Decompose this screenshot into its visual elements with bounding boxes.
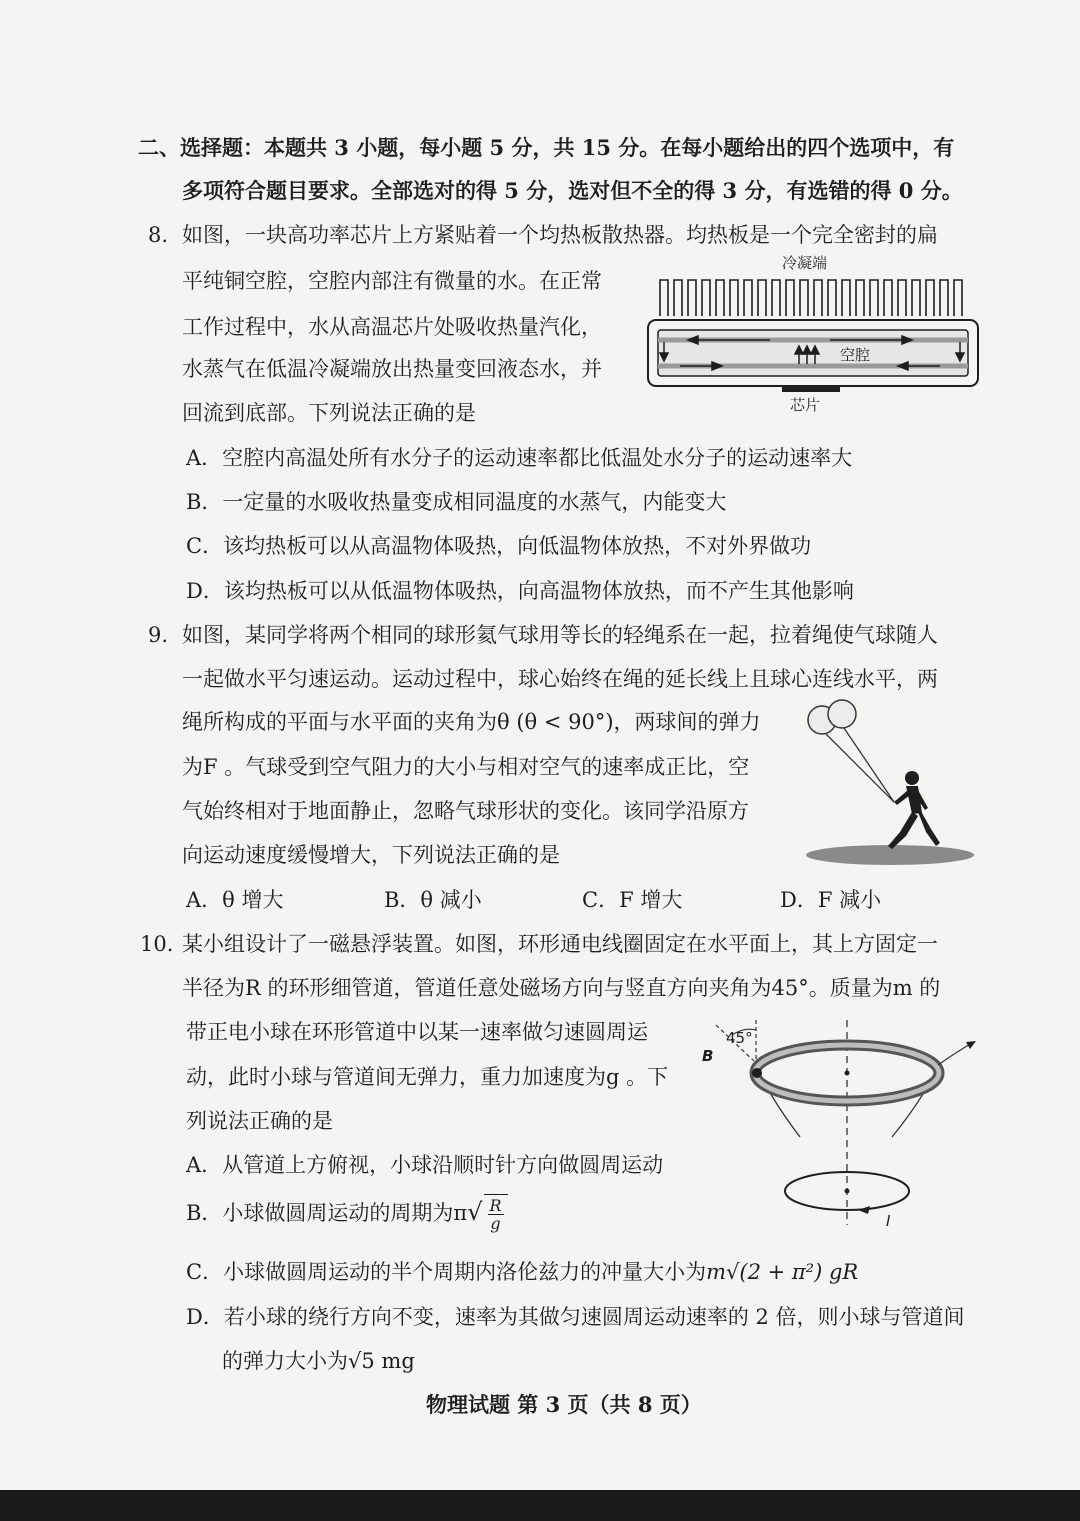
q10-text-line5: 列说法正确的是 <box>186 1109 333 1133</box>
fraction-numerator: R <box>489 1196 502 1215</box>
ground-shadow <box>806 845 974 865</box>
q10-option-a: A．从管道上方俯视，小球沿顺时针方向做圆周运动 <box>186 1153 664 1177</box>
sqrt-sign: √ <box>467 1198 483 1226</box>
ball <box>752 1068 762 1078</box>
q10-text-line2: 半径为R 的环形细管道，管道任意处磁场方向与竖直方向夹角为45°。质量为m 的 <box>182 976 941 1000</box>
runner-silhouette <box>888 771 940 849</box>
q10-text-line3: 带正电小球在环形管道中以某一速率做匀速圆周运 <box>186 1020 648 1044</box>
field-arrow <box>938 1043 972 1065</box>
bottom-bar <box>0 1490 1080 1521</box>
section-header-line1: 二、选择题：本题共 3 小题，每小题 5 分，共 15 分。在每小题给出的四个选项中，有 <box>138 135 955 160</box>
q10-text-line4: 动，此时小球与管道间无弹力，重力加速度为g 。下 <box>186 1065 669 1089</box>
balloon-runner-figure <box>800 698 980 868</box>
q10-option-d-line2: 的弹力大小为√5 mg <box>222 1349 415 1373</box>
q8-text-line3: 工作过程中，水从高温芯片处吸收热量汽化， <box>182 315 602 339</box>
q9-option-b: B．θ 减小 <box>384 888 482 912</box>
q10-text-line1: 某小组设计了一磁悬浮装置。如图，环形通电线圈固定在水平面上，其上方固定一 <box>182 932 938 956</box>
heat-sink-fins <box>660 280 962 316</box>
rope-1 <box>826 734 894 802</box>
section-header-line2: 多项符合题目要求。全部选对的得 5 分，选对但不全的得 3 分，有选错的得 0 分。 <box>182 178 963 203</box>
q8-number: 8. <box>148 223 169 247</box>
condenser-label: 冷凝端 <box>782 254 828 272</box>
q10-number: 10. <box>140 932 174 956</box>
fraction-denominator: g <box>490 1214 501 1233</box>
q8-option-a: A．空腔内高温处所有水分子的运动速率都比低温处水分子的运动速率大 <box>186 446 853 470</box>
chip-label: 芯片 <box>790 396 821 414</box>
balloon-2 <box>828 700 856 728</box>
q10-option-b <box>186 1194 508 1232</box>
cavity-label: 空腔 <box>840 346 871 364</box>
q8-option-d: D．该均热板可以从低温物体吸热，向高温物体放热，而不产生其他影响 <box>186 579 854 603</box>
q9-text-line2: 一起做水平匀速运动。运动过程中，球心始终在绳的延长线上且球心连线水平，两 <box>182 667 938 691</box>
q9-text-line6: 向运动速度缓慢增大，下列说法正确的是 <box>182 843 560 867</box>
coil-center <box>845 1189 850 1194</box>
q9-text-line3: 绳所构成的平面与水平面的夹角为θ (θ < 90°)，两球间的弹力 <box>182 710 761 734</box>
q8-option-c: C．该均热板可以从高温物体吸热，向低温物体放热，不对外界做功 <box>186 534 812 558</box>
field-b-label: B <box>702 1047 714 1065</box>
chip <box>782 386 840 392</box>
angle-label: 45° <box>726 1029 753 1047</box>
q8-text-line4: 水蒸气在低温冷凝端放出热量变回液态水，并 <box>182 357 602 381</box>
q9-number: 9. <box>148 623 169 647</box>
rope-2 <box>844 728 894 802</box>
current-label: I <box>886 1212 891 1230</box>
q9-option-d: D．F 减小 <box>780 888 882 912</box>
period-fraction <box>488 1197 504 1232</box>
q10-option-b-text: B．小球做圆周运动的周期为π <box>186 1201 468 1225</box>
q9-text-line4: 为F 。气球受到空气阻力的大小与相对空气的速率成正比，空 <box>182 755 750 779</box>
q10-option-d-line1: D．若小球的绕行方向不变，速率为其做匀速圆周运动速率的 2 倍，则小球与管道间 <box>186 1305 965 1329</box>
q8-text-line5: 回流到底部。下列说法正确的是 <box>182 401 476 425</box>
page-footer: 物理试题 第 3 页（共 8 页） <box>426 1392 702 1417</box>
q10-option-c-expression: m√(2 + π²) gR <box>706 1260 859 1284</box>
q10-option-c <box>186 1257 858 1287</box>
q8-option-b: B．一定量的水吸收热量变成相同温度的水蒸气，内能变大 <box>186 490 727 514</box>
q10-option-c-text: C．小球做圆周运动的半个周期内洛伦兹力的冲量大小为 <box>186 1260 707 1284</box>
maglev-ring-figure <box>700 1015 980 1230</box>
ring-center <box>845 1071 850 1076</box>
q8-text-line1: 如图，一块高功率芯片上方紧贴着一个均热板散热器。均热板是一个完全密封的扁 <box>182 223 938 247</box>
q9-text-line1: 如图，某同学将两个相同的球形氦气球用等长的轻绳系在一起，拉着绳使气球随人 <box>182 623 938 647</box>
vapor-chamber-figure <box>640 248 985 416</box>
q9-option-c: C．F 增大 <box>582 888 683 912</box>
q8-text-line2: 平纯铜空腔，空腔内部注有微量的水。在正常 <box>182 269 602 293</box>
q9-option-a: A．θ 增大 <box>186 888 284 912</box>
q9-text-line5: 气始终相对于地面静止，忽略气球形状的变化。该同学沿原方 <box>182 799 749 823</box>
